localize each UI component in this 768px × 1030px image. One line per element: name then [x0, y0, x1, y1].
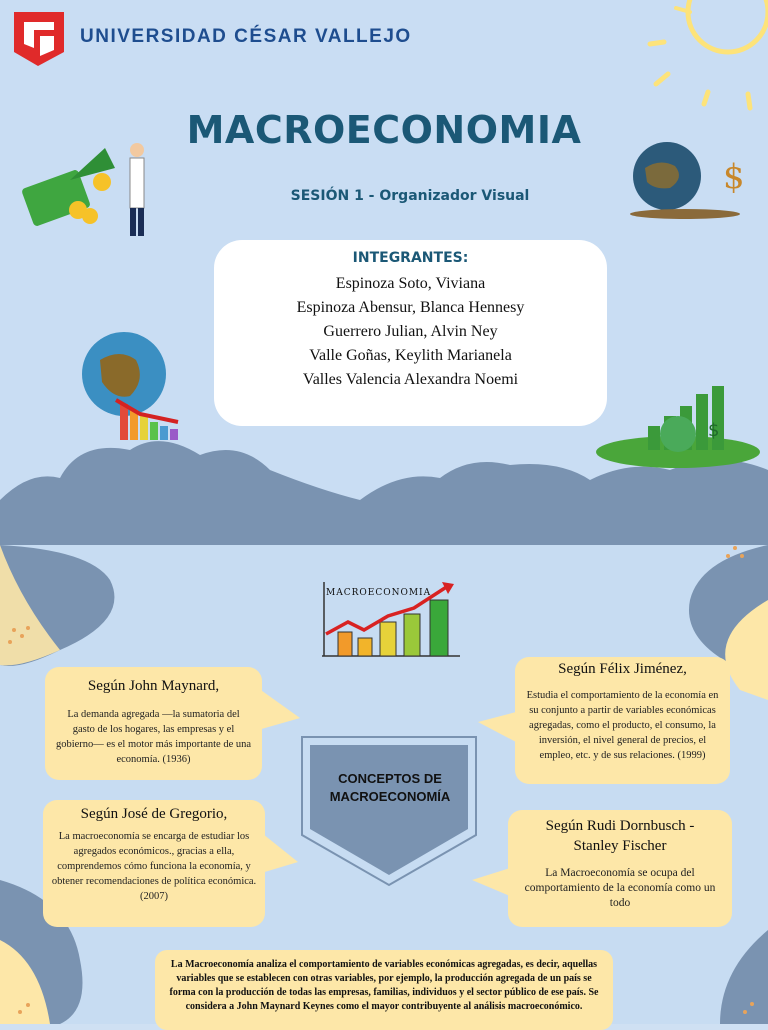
summary-text: La Macroeconomía analiza el comportamiento de variables económicas agregadas, es decir, aquellas variables que se establecen con otras variables, por ejemplo, la producción agregada de un país se forma con la producción de todas las empresas, familias, individuos y el sector público de ese país. Se considera a John Maynard Keynes como el mayor contribuyente al análisis macroeconómico.: [169, 959, 599, 1012]
concept-note-head: Según José de Gregorio,: [80, 806, 228, 822]
member-name: Valles Valencia Alexandra Noemi: [302, 371, 519, 388]
summary-note: [155, 950, 613, 1030]
concept-note-head: Según Félix Jiménez,: [558, 661, 687, 677]
concept-note-body: Estudia el comportamiento de la economía en su conjunto a partir de variables económicas agregadas, como el producto, el consumo, la inversión, el nivel general de precios, el empleo, etc. y de sus relaciones. (1999): [526, 690, 719, 761]
concept-note-jimenez: [515, 657, 730, 784]
concepts-title-line2: MACROECONOMÍA: [329, 789, 451, 804]
concept-note-head: Según Rudi Dornbusch - Stanley Fischer: [545, 818, 695, 854]
member-name: Espinoza Soto, Viviana: [335, 275, 486, 292]
page-subtitle: SESIÓN 1 - Organizador Visual: [290, 188, 530, 204]
member-name: Valle Goñas, Keylith Marianela: [309, 347, 512, 364]
chart-label: MACROECONOMIA: [326, 588, 432, 598]
svg-text:$: $: [723, 157, 745, 197]
concepts-title-line1: CONCEPTOS DE: [338, 771, 442, 786]
concept-note-body: La Macroeconomía se ocupa del comportamiento de la economía como un todo: [524, 867, 716, 909]
concept-note-body: La demanda agregada —la sumatoria del gasto de los hogares, las empresas y el gobierno— es el motor más importante de una economía. (1936): [55, 709, 252, 765]
page-title: MACROECONOMIA: [186, 108, 582, 152]
concept-note-gregorio: [43, 800, 265, 927]
members-heading: INTEGRANTES:: [352, 250, 469, 266]
concept-note-body: La macroeconomía se encarga de estudiar los agregados económicos., gracias a ella, comprendemos cómo funciona la economía, y obtener recomendaciones de política económica. (2007): [51, 831, 257, 902]
svg-text:$: $: [708, 420, 720, 441]
concept-note-maynard: [45, 667, 262, 780]
concept-note-dornbusch: [508, 810, 732, 927]
member-name: Guerrero Julian, Alvin Ney: [323, 323, 498, 340]
concept-note-head: Según John Maynard,: [87, 678, 220, 694]
university-name: UNIVERSIDAD CÉSAR VALLEJO: [80, 26, 412, 47]
member-name: Espinoza Abensur, Blanca Hennesy: [296, 299, 525, 316]
